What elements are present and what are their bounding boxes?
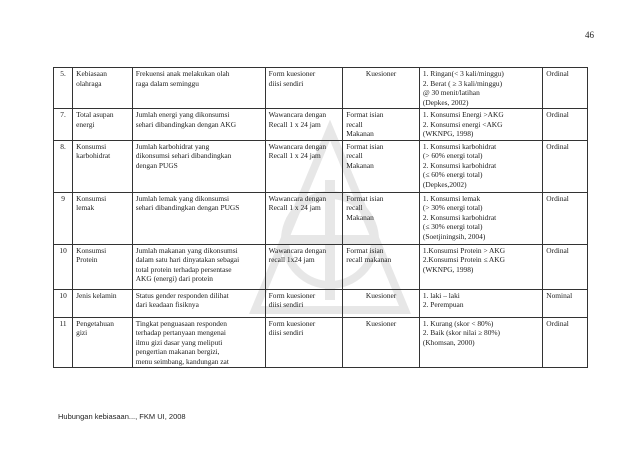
instrument-cell-line: recall	[346, 119, 363, 129]
measurement-result-cell-line: 1. Konsumsi karbohidrat	[422, 141, 497, 151]
instrument-cell	[343, 109, 420, 141]
definition-cell	[132, 192, 265, 244]
instrument-cell	[343, 317, 420, 368]
measurement-method-cell-line: Form kuesioner	[268, 290, 316, 300]
instrument-cell-line: Format isian	[346, 110, 384, 119]
table-row	[54, 68, 588, 109]
variable-cell	[73, 68, 133, 109]
instrument-cell-line: recall	[346, 151, 363, 160]
measurement-result-cell-line: (> 30% energi total)	[422, 203, 483, 212]
variable-cell-line: Konsumsi	[76, 141, 107, 151]
measurement-method-cell	[265, 192, 343, 244]
instrument-cell	[343, 68, 420, 109]
variable-cell-line: Pengetahuan	[76, 318, 114, 328]
definition-cell-line: raga dalam seminggu	[135, 78, 199, 88]
measurement-method-cell-line: Form kuesioner	[268, 69, 316, 78]
variable-cell	[73, 317, 133, 368]
measurement-result-cell-line: (Depkes,2002)	[422, 179, 467, 189]
instrument-cell-line: Format isian	[346, 141, 384, 151]
variable-cell-line: Total asupan	[76, 110, 114, 119]
instrument-cell-line: Kuesioner	[365, 318, 397, 328]
measurement-method-cell-line: Form kuesioner	[268, 318, 316, 328]
definition-cell-line: sehari dibandingkan dengan PUGS	[135, 203, 240, 212]
measurement-result-cell-line: 1. Kurang (skor < 80%)	[422, 318, 494, 328]
instrument-cell-line: Kuesioner	[365, 290, 397, 300]
measurement-result-cell-line: @ 30 menit/latihan	[422, 88, 480, 97]
scale-cell: Ordinal	[543, 192, 588, 244]
measurement-result-cell-line: 1. Ringan(< 3 kali/minggu)	[422, 69, 504, 78]
variable-cell-line: Jenis kelamin	[76, 290, 117, 300]
measurement-result-cell-line: 1. Konsumsi lemak	[422, 193, 481, 203]
definition-cell-line: pengertian makanan bergizi,	[135, 347, 220, 356]
definition-cell	[132, 317, 265, 368]
measurement-result-cell-line: 2. Perempuan	[422, 300, 464, 309]
measurement-result-cell-line: 2. Baik (skor nilai ≥ 80%)	[422, 328, 501, 337]
instrument-cell-line: Makanan	[346, 212, 374, 222]
definition-cell-line: sehari dibandingkan dengan AKG	[135, 119, 237, 129]
measurement-result-cell	[419, 289, 542, 317]
row-number-cell: 10	[54, 289, 73, 317]
measurement-method-cell-line: recall 1x24 jam	[268, 255, 315, 264]
definition-cell	[132, 140, 265, 192]
measurement-result-cell-line: 2. Konsumsi karbohidrat	[422, 160, 497, 170]
definition-cell-line: Jumlah karbohidrat yang	[135, 141, 210, 151]
instrument-cell	[343, 140, 420, 192]
variable-cell	[73, 244, 133, 289]
definition-cell-line: Status gender responden dilihat	[135, 290, 229, 300]
definition-cell-line: dalam satu hari dinyatakan sebagai	[135, 255, 240, 264]
measurement-method-cell	[265, 140, 343, 192]
measurement-method-cell	[265, 109, 343, 141]
scale-cell: Ordinal	[543, 317, 588, 368]
measurement-result-cell-line: (WKNPG, 1998)	[422, 129, 474, 138]
definition-cell-line: Frekuensi anak melakukan olah	[135, 69, 230, 78]
row-number-cell: 9	[54, 192, 73, 244]
scale-cell: Ordinal	[543, 109, 588, 141]
variable-cell-line: gizi	[76, 328, 88, 337]
measurement-result-cell	[419, 192, 542, 244]
measurement-method-cell-line: Recall 1 x 24 jam	[268, 119, 321, 129]
instrument-cell	[343, 244, 420, 289]
table-row	[54, 192, 588, 244]
measurement-method-cell-line: diisi sendiri	[268, 300, 304, 309]
measurement-result-cell-line: 2. Konsumsi karbohidrat	[422, 212, 497, 222]
variable-cell	[73, 289, 133, 317]
measurement-result-cell-line: (WKNPG, 1998)	[422, 264, 474, 274]
measurement-result-cell	[419, 140, 542, 192]
variable-cell-line: Protein	[76, 255, 98, 264]
scale-cell: Ordinal	[543, 140, 588, 192]
page-number: 46	[585, 30, 594, 40]
definition-cell-line: total protein terhadap persentase	[135, 264, 232, 274]
definition-cell-line: ilmu gizi dasar yang meliputi	[135, 337, 223, 347]
table-row	[54, 244, 588, 289]
definition-cell-line: dikonsumsi sehari dibandingkan	[135, 151, 232, 160]
variable-cell-line: Kebiasaan	[76, 69, 107, 78]
instrument-cell-line: Kuesioner	[365, 69, 397, 78]
instrument-cell-line: recall	[346, 203, 363, 212]
measurement-method-cell	[265, 68, 343, 109]
definition-cell	[132, 68, 265, 109]
measurement-method-cell-line: Wawancara dengan	[268, 245, 327, 255]
measurement-result-cell-line: (≤ 60% energi total)	[422, 170, 483, 179]
footer-text: Hubungan kebiasaan..., FKM UI, 2008	[58, 412, 186, 421]
variable-cell-line: olahraga	[76, 78, 102, 88]
table-row	[54, 140, 588, 192]
measurement-result-cell-line: 2. Konsumsi energi <AKG	[422, 119, 503, 129]
definition-cell-line: Jumlah energi yang dikonsumsi	[135, 110, 230, 119]
instrument-cell-line: Format isian	[346, 245, 384, 255]
measurement-result-cell-line: 2.Konsumsi Protein ≤ AKG	[422, 255, 505, 264]
measurement-method-cell-line: Wawancara dengan	[268, 193, 327, 203]
measurement-result-cell	[419, 317, 542, 368]
instrument-cell-line: recall makanan	[346, 255, 392, 264]
table-row	[54, 109, 588, 141]
variable-definition-table	[53, 67, 588, 368]
measurement-method-cell-line: Wawancara dengan	[268, 110, 327, 119]
variable-cell-line: lemak	[76, 203, 95, 212]
row-number-cell: 5.	[54, 68, 73, 109]
definition-cell-line: dengan PUGS	[135, 160, 178, 170]
definition-cell-line: Jumlah lemak yang dikonsumsi	[135, 193, 230, 203]
definition-cell-line: menu seimbang, kandungan zat	[135, 356, 229, 366]
table-row	[54, 289, 588, 317]
variable-cell-line: energi	[76, 119, 95, 129]
scale-cell: Ordinal	[543, 68, 588, 109]
measurement-method-cell-line: Wawancara dengan	[268, 141, 327, 151]
measurement-method-cell	[265, 289, 343, 317]
instrument-cell	[343, 289, 420, 317]
measurement-method-cell-line: Recall 1 x 24 jam	[268, 151, 321, 160]
definition-cell	[132, 289, 265, 317]
measurement-result-cell-line: 1. laki – laki	[422, 290, 460, 300]
measurement-method-cell-line: diisi sendiri	[268, 78, 304, 88]
definition-cell-line: dari keadaan fisiknya	[135, 300, 199, 309]
definition-cell	[132, 244, 265, 289]
scale-cell: Ordinal	[543, 244, 588, 289]
instrument-cell	[343, 192, 420, 244]
instrument-cell-line: Makanan	[346, 129, 374, 138]
measurement-result-cell-line: 1. Konsumsi Energi >AKG	[422, 110, 504, 119]
row-number-cell: 8.	[54, 140, 73, 192]
measurement-result-cell-line: (Khomsan, 2000)	[422, 337, 475, 347]
measurement-method-cell-line: Recall 1 x 24 jam	[268, 203, 321, 212]
variable-cell-line: Konsumsi	[76, 245, 107, 255]
measurement-method-cell-line: diisi sendiri	[268, 328, 304, 337]
measurement-result-cell	[419, 244, 542, 289]
measurement-result-cell	[419, 109, 542, 141]
measurement-result-cell-line: (Soetjiningsih, 2004)	[422, 231, 486, 241]
definition-cell	[132, 109, 265, 141]
definition-cell-line: AKG (energi) dari protein	[135, 274, 213, 283]
measurement-method-cell	[265, 244, 343, 289]
variable-cell	[73, 192, 133, 244]
row-number-cell: 10	[54, 244, 73, 289]
variable-cell	[73, 109, 133, 141]
variable-cell-line: Konsumsi	[76, 193, 107, 203]
table-row	[54, 317, 588, 368]
definition-cell-line: terhadap pertanyaan mengenai	[135, 328, 226, 337]
instrument-cell-line: Makanan	[346, 160, 374, 170]
measurement-result-cell-line: (Depkes, 2002)	[422, 97, 469, 107]
measurement-result-cell-line: (> 60% energi total)	[422, 151, 483, 160]
row-number-cell: 7.	[54, 109, 73, 141]
measurement-result-cell	[419, 68, 542, 109]
measurement-result-cell-line: (≤ 30% energi total)	[422, 222, 483, 231]
measurement-result-cell-line: 2. Berat ( ≥ 3 kali/minggu)	[422, 78, 503, 88]
variable-cell	[73, 140, 133, 192]
measurement-result-cell-line: 1.Konsumsi Protein > AKG	[422, 245, 506, 255]
definition-cell-line: Tingkat penguasaan responden	[135, 318, 227, 328]
definition-cell-line: Jumlah makanan yang dikonsumsi	[135, 245, 238, 255]
row-number-cell: 11	[54, 317, 73, 368]
scale-cell: Nominal	[543, 289, 588, 317]
variable-cell-line: karbohidrat	[76, 151, 111, 160]
instrument-cell-line: Format isian	[346, 193, 384, 203]
measurement-method-cell	[265, 317, 343, 368]
